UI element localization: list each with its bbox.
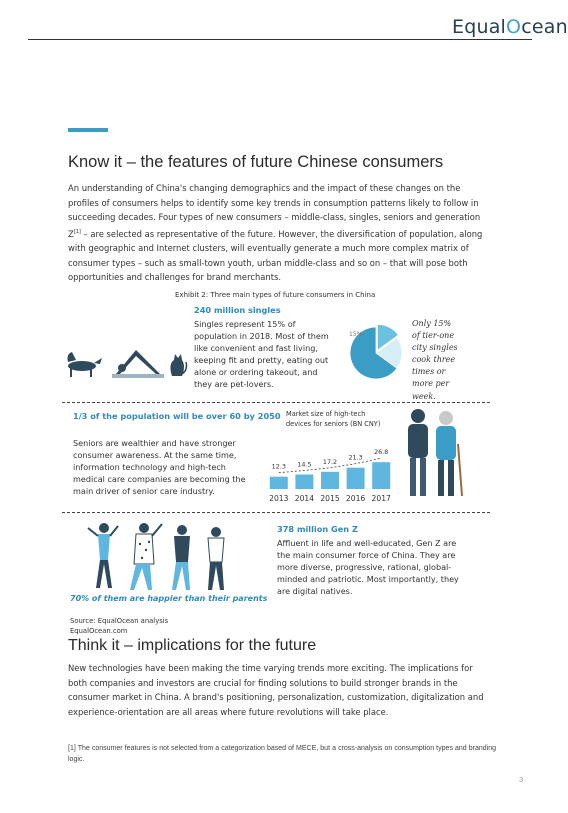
seniors-line: medical care companies are becoming the	[73, 474, 246, 485]
intro-paragraph	[68, 181, 498, 285]
gen-z-text	[277, 537, 459, 597]
section2-line: both companies and investors are crucial for finding solutions to build stronger brands in the	[68, 677, 458, 688]
section2-paragraph	[68, 661, 498, 719]
bar-2015	[321, 472, 339, 489]
footnote-ref[interactable]: [1]	[73, 228, 81, 235]
intro-line: profiles of consumers helps to identify some key trends in consumption patterns likely to follow in	[68, 197, 479, 208]
singles-line: they are pet-lovers.	[194, 379, 274, 390]
gen-z-title: 378 million Gen Z	[277, 524, 358, 534]
logo-text-o: O	[506, 16, 522, 38]
logo-text-suffix: cean	[521, 16, 568, 38]
gen-z-dancers-illustration	[86, 518, 236, 594]
chart-title-line: devices for seniors (BN CNY)	[286, 419, 381, 428]
x-tick-label: 2015	[320, 494, 340, 503]
intro-line: An understanding of China's changing demographics and the impact of these changes on the	[68, 183, 461, 193]
pie-slice-label: 15%	[349, 331, 363, 338]
page-number: 3	[519, 775, 524, 784]
note-line: city singles	[412, 343, 458, 353]
note-line: of tier-one	[412, 331, 455, 341]
section2-line: New technologies have been making the time varying trends more exciting. The implications for	[68, 663, 473, 673]
bar-2017	[372, 462, 390, 489]
note-line: week.	[412, 391, 436, 401]
seniors-line: Seniors are wealthier and have stronger	[73, 438, 236, 448]
intro-text: Z	[68, 228, 74, 239]
bar-value-label: 26.8	[374, 448, 389, 457]
note-line: Only 15%	[412, 319, 452, 328]
intro-line	[68, 225, 498, 241]
seniors-title: 1/3 of the population will be over 60 by 2050	[73, 411, 281, 421]
seniors-illustration	[400, 404, 474, 500]
gen-z-line: Affluent in life and well-educated, Gen Z are	[277, 538, 457, 548]
bar-chart-title	[286, 410, 380, 429]
gen-z-line: minded and patriotic. Most importantly, they	[277, 574, 459, 585]
source-line: EqualOcean.com	[70, 627, 128, 635]
section-title: Know it – the features of future Chinese consumers	[68, 153, 444, 171]
intro-line: consumer types – such as small-town youth, urban middle-class and so on – that will pose both	[68, 257, 468, 268]
bar-value-label: 17.2	[322, 457, 338, 466]
bar-2016	[347, 468, 365, 489]
chart-title-line: Market size of high-tech	[286, 410, 366, 418]
section2-line: consumer market in China. A brand's positioning, personalization, customization, digitalization and	[68, 692, 484, 703]
seniors-text	[73, 437, 246, 497]
note-line: times or	[412, 367, 446, 377]
source-line: Source: EqualOcean analysis	[70, 617, 169, 625]
singles-line: keeping fit and pretty, eating out	[194, 355, 329, 366]
header-divider	[28, 39, 532, 40]
source-note	[70, 616, 168, 636]
seniors-line: consumer awareness. At the same time,	[73, 450, 237, 461]
singles-line: Singles represent 15% of	[194, 319, 296, 329]
x-tick-label: 2014	[294, 494, 315, 503]
yoga-pets-illustration	[64, 330, 188, 382]
singles-line: alone or ordering takeout, and	[194, 367, 318, 378]
senior-devices-bar-chart	[266, 445, 394, 507]
gen-z-line: are digital natives.	[277, 586, 353, 597]
singles-note	[412, 318, 458, 403]
bar-value-label: 14.5	[297, 460, 312, 469]
seniors-line: information technology and high-tech	[73, 462, 226, 473]
singles-text	[194, 318, 329, 391]
equalocean-logo	[452, 16, 568, 38]
footnote: [1] The consumer features is not selected from a categorization based of MECE, but a cross-analysis on consumption types and branding logic.	[68, 745, 496, 763]
section2-line: experience-orientation are all areas where future revolutions will take place.	[68, 706, 389, 717]
bar-2013	[270, 477, 288, 489]
bar-2014	[295, 475, 313, 490]
gen-z-line: the main consumer force of China. They are	[277, 550, 456, 561]
section-title: Think it – implications for the future	[68, 637, 317, 654]
bar-value-label: 12.3	[271, 462, 286, 471]
x-tick-label: 2016	[345, 494, 366, 503]
bar-value-label: 21.3	[348, 453, 363, 462]
intro-line: succeeding decades. Four types of new consumers – middle-class, singles, seniors and generation	[68, 212, 481, 223]
singles-line: population in 2018. Most of them	[194, 331, 329, 342]
seniors-line: main driver of senior care industry.	[73, 486, 215, 497]
intro-line: opportunities and challenges for brand merchants.	[68, 272, 281, 283]
intro-line: with geographic and Internet clusters, will eventually generate a much more complex matrix of	[68, 243, 469, 254]
gen-z-note: 70% of them are happier than their parents	[70, 594, 268, 603]
intro-text: – are selected as representative of the future. However, the diversification of population, along	[80, 228, 483, 239]
x-tick-label: 2013	[269, 494, 289, 503]
exhibit-caption: Exhibit 2: Three main types of future consumers in China	[175, 291, 376, 299]
singles-line: like convenient and fast living,	[194, 343, 318, 354]
logo-text-prefix: Equal	[452, 16, 507, 38]
note-line: cook three	[412, 355, 456, 365]
singles-title: 240 million singles	[194, 305, 281, 315]
dashed-divider	[62, 402, 490, 403]
x-tick-label: 2017	[371, 494, 391, 503]
note-line: more per	[412, 379, 450, 389]
dashed-divider	[62, 512, 490, 513]
section-accent-bar	[68, 128, 108, 132]
gen-z-line: more diverse, progressive, rational, global-	[277, 562, 452, 573]
